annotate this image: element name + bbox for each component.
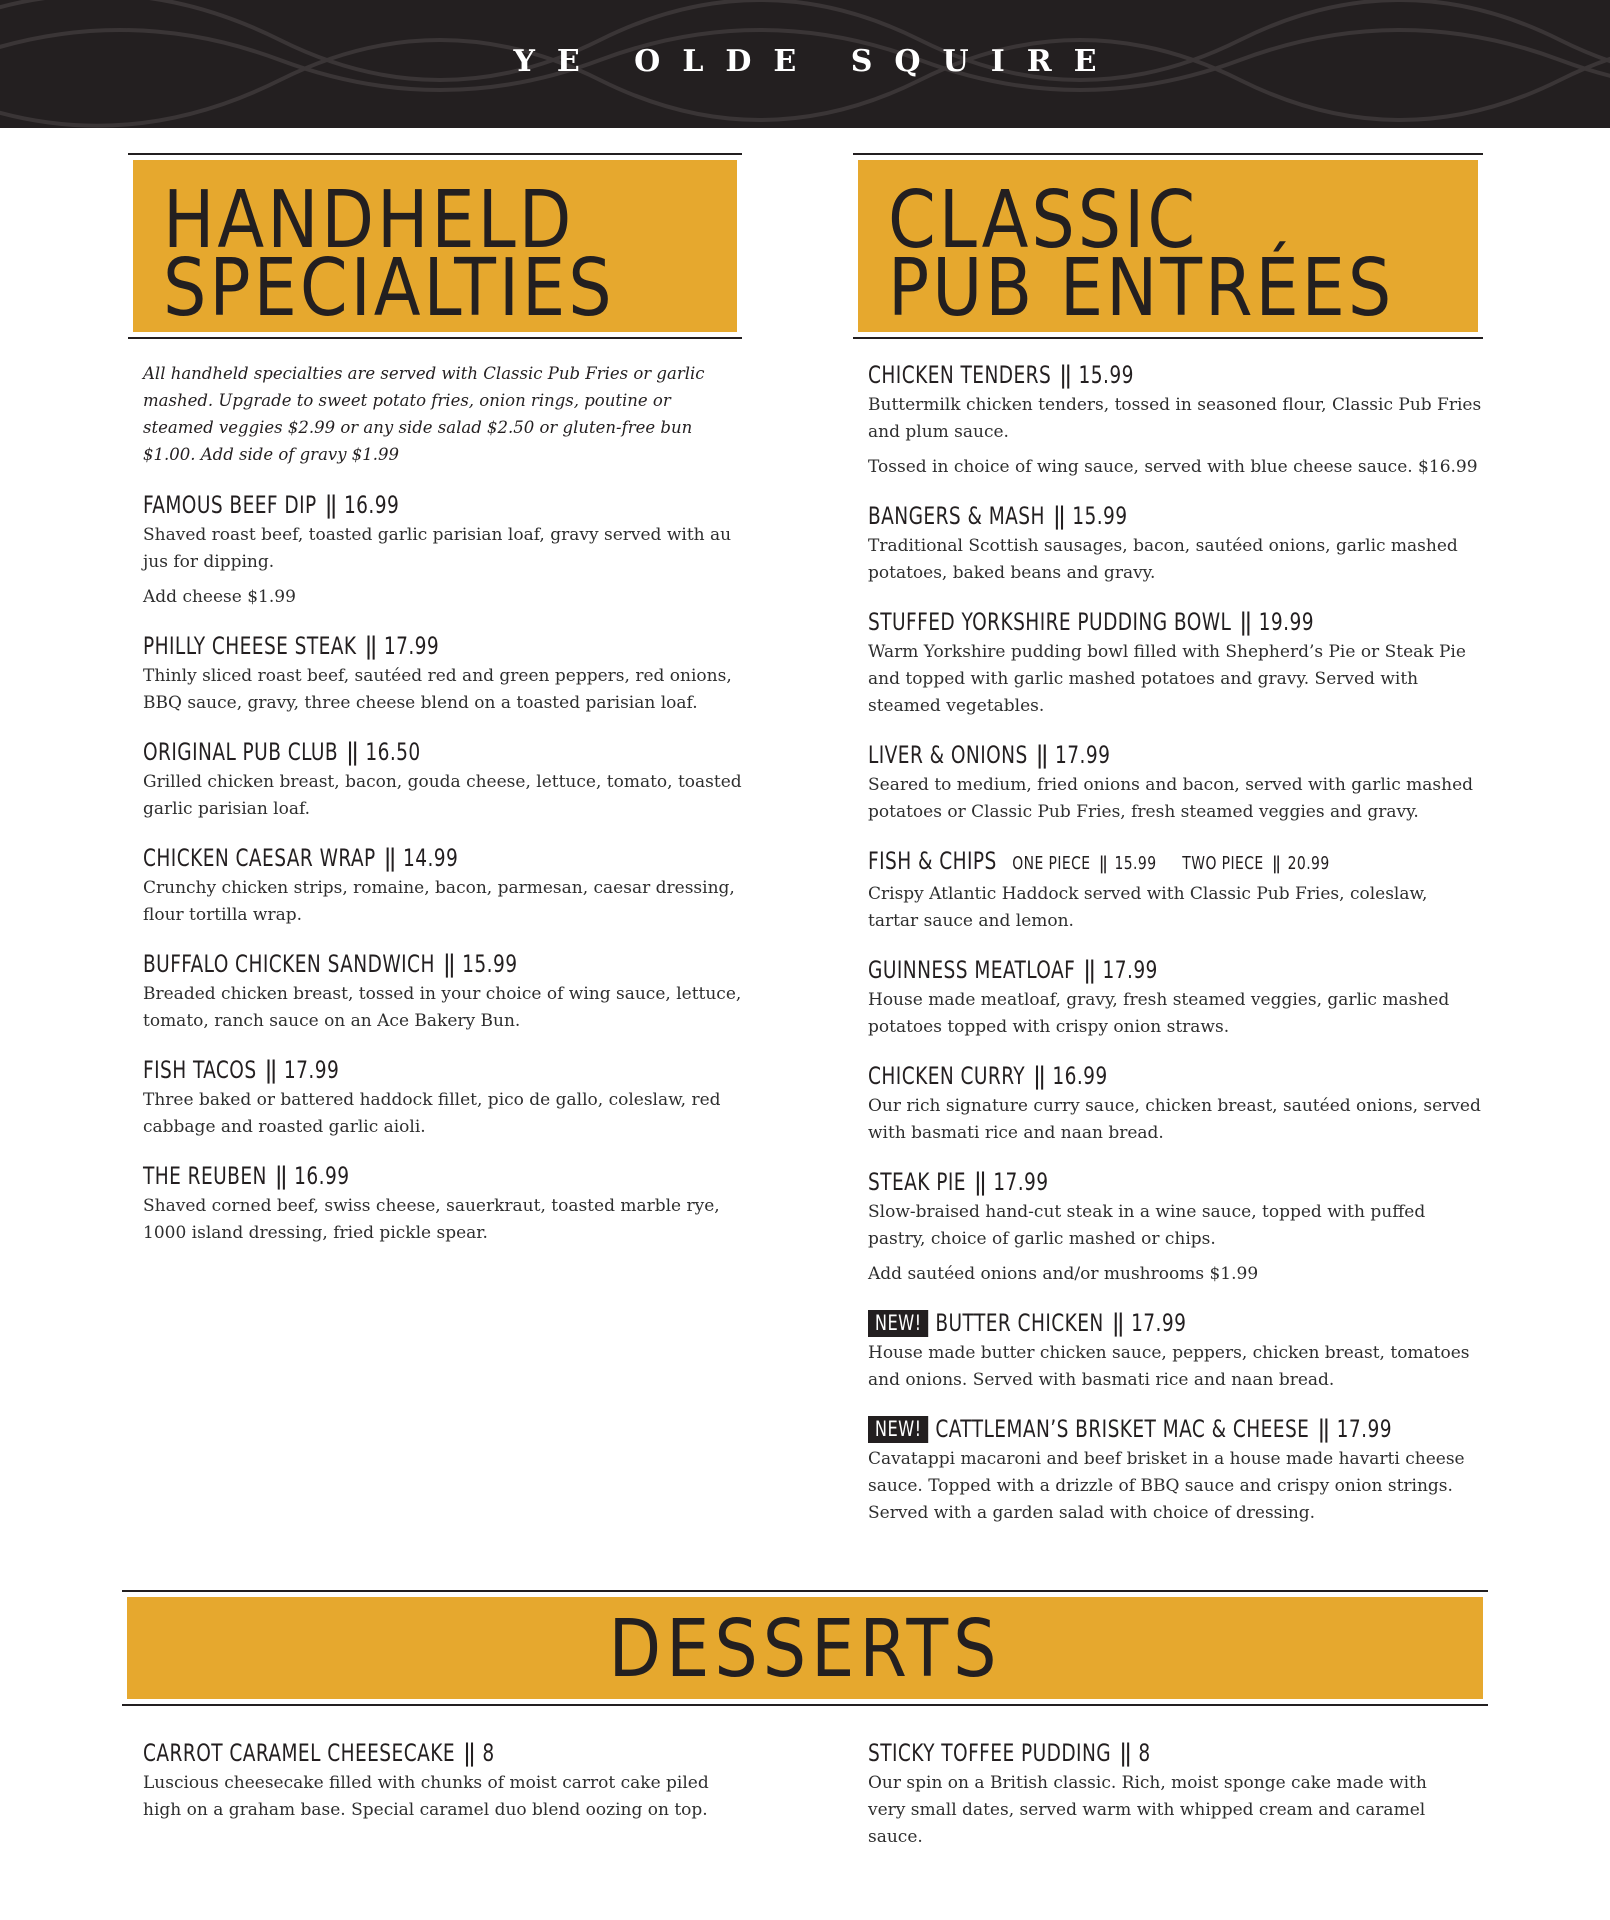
menu-item bbox=[143, 1055, 743, 1141]
item-price: 19.99 bbox=[1258, 608, 1314, 636]
menu-item bbox=[143, 843, 743, 929]
separator: || bbox=[463, 1739, 474, 1767]
two-piece-label: TWO PIECE bbox=[1182, 853, 1264, 874]
item-name: CATTLEMAN’S BRISKET MAC & CHEESE bbox=[935, 1415, 1310, 1443]
separator: || bbox=[325, 491, 336, 519]
item-description: Warm Yorkshire pudding bowl filled with Shepherd’s Pie or Steak Pie and topped with garlic mashed potatoes and gravy. Served with steamed vegetables. bbox=[868, 642, 1466, 716]
item-description: House made butter chicken sauce, peppers, chicken breast, tomatoes and onions. Served with basmati rice and naan bread. bbox=[868, 1343, 1470, 1390]
item-description: Our rich signature curry sauce, chicken breast, sautéed onions, served with basmati rice and naan bread. bbox=[868, 1096, 1481, 1143]
menu-item bbox=[143, 737, 743, 823]
separator: || bbox=[1112, 1309, 1123, 1337]
item-description: Slow-braised hand-cut steak in a wine sauce, topped with puffed pastry, choice of garlic mashed or chips. bbox=[868, 1202, 1426, 1249]
item-description: Shaved roast beef, toasted garlic parisian loaf, gravy served with au jus for dipping. bbox=[143, 525, 732, 572]
new-badge: NEW! bbox=[868, 1416, 928, 1443]
menu-item bbox=[868, 360, 1483, 481]
item-price: 16.99 bbox=[294, 1162, 350, 1190]
item-price: 17.99 bbox=[1102, 956, 1158, 984]
item-name: FISH TACOS bbox=[143, 1056, 257, 1084]
item-price: 16.99 bbox=[1052, 1062, 1108, 1090]
item-name: BUFFALO CHICKEN SANDWICH bbox=[143, 950, 435, 978]
item-price: 8 bbox=[482, 1739, 495, 1767]
handheld-intro: All handheld specialties are served with Classic Pub Fries or garlic mashed. Upgrade to sweet potato fries, onion rings, poutine or steamed veggies $2.99 or any side salad $2.50 or gluten-free bun $1.00. Add side of gravy $1.99 bbox=[143, 364, 705, 464]
menu-item bbox=[868, 1414, 1483, 1527]
entrees-column bbox=[868, 360, 1483, 1547]
item-extra: Add cheese $1.99 bbox=[143, 587, 296, 607]
entrees-title-line2: PUB ENTRÉES bbox=[888, 240, 1395, 334]
item-name: STICKY TOFFEE PUDDING bbox=[868, 1739, 1112, 1767]
item-price: 15.99 bbox=[1078, 361, 1134, 389]
item-name: CHICKEN CURRY bbox=[868, 1062, 1026, 1090]
item-price: 16.50 bbox=[365, 738, 421, 766]
separator: || bbox=[1059, 361, 1070, 389]
item-price: 17.99 bbox=[1131, 1309, 1187, 1337]
item-name: FISH & CHIPS bbox=[868, 847, 997, 875]
separator: || bbox=[384, 844, 395, 872]
item-description: Luscious cheesecake filled with chunks of moist carrot cake piled high on a graham base. Special caramel duo blend oozing on top. bbox=[143, 1773, 709, 1820]
item-extra: Tossed in choice of wing sauce, served with blue cheese sauce. $16.99 bbox=[868, 457, 1478, 477]
item-description: Shaved corned beef, swiss cheese, sauerkraut, toasted marble rye, 1000 island dressing, fried pickle spear. bbox=[143, 1196, 720, 1243]
item-price: 14.99 bbox=[402, 844, 459, 872]
separator: || bbox=[443, 950, 454, 978]
item-name: CHICKEN TENDERS bbox=[868, 361, 1052, 389]
item-price: 17.99 bbox=[283, 1056, 340, 1084]
item-description: Seared to medium, fried onions and bacon, served with garlic mashed potatoes or Classic Pub Fries, fresh steamed veggies and gravy. bbox=[868, 775, 1474, 822]
handheld-title-line2: SPECIALTIES bbox=[163, 240, 615, 334]
menu-item bbox=[868, 1061, 1483, 1147]
separator: || bbox=[1083, 956, 1094, 984]
item-description: Grilled chicken breast, bacon, gouda cheese, lettuce, tomato, toasted garlic parisian loaf. bbox=[143, 772, 742, 819]
menu-item bbox=[143, 1738, 743, 1824]
item-description: House made meatloaf, gravy, fresh steamed veggies, garlic mashed potatoes topped with crispy onion straws. bbox=[868, 990, 1450, 1037]
separator: || bbox=[974, 1168, 985, 1196]
item-name: CHICKEN CAESAR WRAP bbox=[143, 844, 376, 872]
item-description: Three baked or battered haddock fillet, pico de gallo, coleslaw, red cabbage and roasted garlic aioli. bbox=[143, 1090, 721, 1137]
item-price: 16.99 bbox=[343, 491, 400, 519]
menu-item bbox=[868, 955, 1483, 1041]
handheld-column bbox=[143, 360, 743, 1267]
dessert-right-column bbox=[868, 1738, 1428, 1871]
item-description: Crunchy chicken strips, romaine, bacon, parmesan, caesar dressing, flour tortilla wrap. bbox=[143, 878, 735, 925]
handheld-heading-box bbox=[128, 153, 742, 339]
handheld-title-line1: HANDHELD bbox=[163, 172, 575, 266]
menu-item bbox=[868, 1308, 1483, 1394]
item-price: 17.99 bbox=[1336, 1415, 1392, 1443]
item-description: Traditional Scottish sausages, bacon, sautéed onions, garlic mashed potatoes, baked beans and gravy. bbox=[868, 536, 1458, 583]
menu-item bbox=[143, 949, 743, 1035]
menu-item bbox=[143, 1161, 743, 1247]
item-description: Our spin on a British classic. Rich, moist sponge cake made with very small dates, served warm with whipped cream and caramel sauce. bbox=[868, 1773, 1427, 1847]
new-badge: NEW! bbox=[868, 1310, 928, 1337]
item-price: 15.99 bbox=[1072, 502, 1128, 530]
separator: || bbox=[1272, 853, 1280, 874]
one-piece-label: ONE PIECE bbox=[1012, 853, 1091, 874]
item-description: Breaded chicken breast, tossed in your choice of wing sauce, lettuce, tomato, ranch sauce on an Ace Bakery Bun. bbox=[143, 984, 742, 1031]
item-price: 15.99 bbox=[462, 950, 518, 978]
separator: || bbox=[1317, 1415, 1329, 1443]
entrees-heading-box bbox=[853, 153, 1483, 339]
header-bar bbox=[0, 0, 1610, 128]
item-name: BANGERS & MASH bbox=[868, 502, 1045, 530]
item-name: PHILLY CHEESE STEAK bbox=[143, 632, 357, 660]
item-name: ORIGINAL PUB CLUB bbox=[143, 738, 339, 766]
separator: || bbox=[1036, 741, 1047, 769]
menu-item bbox=[868, 501, 1483, 587]
item-name: STUFFED YORKSHIRE PUDDING BOWL bbox=[868, 608, 1232, 636]
item-price: 17.99 bbox=[1055, 741, 1111, 769]
item-name: GUINNESS MEATLOAF bbox=[868, 956, 1076, 984]
menu-item bbox=[868, 846, 1483, 935]
separator: || bbox=[365, 632, 376, 660]
menu-item bbox=[143, 631, 743, 717]
separator: || bbox=[1053, 502, 1064, 530]
two-piece-price: 20.99 bbox=[1287, 853, 1330, 874]
item-description: Buttermilk chicken tenders, tossed in seasoned flour, Classic Pub Fries and plum sauce. bbox=[868, 395, 1482, 442]
item-name: BUTTER CHICKEN bbox=[935, 1309, 1104, 1337]
item-name: STEAK PIE bbox=[868, 1168, 966, 1196]
item-description: Crispy Atlantic Haddock served with Classic Pub Fries, coleslaw, tartar sauce and lemon. bbox=[868, 884, 1428, 931]
dessert-left-column bbox=[143, 1738, 743, 1844]
item-description: Thinly sliced roast beef, sautéed red and green peppers, red onions, BBQ sauce, gravy, three cheese blend on a toasted parisian loaf. bbox=[143, 666, 732, 713]
separator: || bbox=[1239, 608, 1251, 636]
separator: || bbox=[1119, 1739, 1130, 1767]
item-name: THE REUBEN bbox=[143, 1162, 267, 1190]
item-name: LIVER & ONIONS bbox=[868, 741, 1028, 769]
item-price: 8 bbox=[1138, 1739, 1151, 1767]
item-name: FAMOUS BEEF DIP bbox=[143, 491, 317, 519]
separator: || bbox=[265, 1056, 276, 1084]
entrees-title-line1: CLASSIC bbox=[888, 172, 1199, 266]
separator: || bbox=[275, 1162, 286, 1190]
one-piece-price: 15.99 bbox=[1114, 853, 1157, 874]
item-price: 17.99 bbox=[383, 632, 440, 660]
item-price: 17.99 bbox=[993, 1168, 1049, 1196]
item-extra: Add sautéed onions and/or mushrooms $1.99 bbox=[868, 1264, 1259, 1284]
menu-item bbox=[143, 490, 743, 611]
menu-item bbox=[868, 607, 1483, 720]
menu-item bbox=[868, 1167, 1483, 1288]
separator: || bbox=[1099, 853, 1106, 874]
separator: || bbox=[346, 738, 357, 766]
desserts-heading-box bbox=[122, 1590, 1488, 1706]
restaurant-name: YE OLDE SQUIRE bbox=[513, 44, 1119, 79]
menu-item bbox=[868, 740, 1483, 826]
separator: || bbox=[1033, 1062, 1044, 1090]
desserts-title: DESSERTS bbox=[608, 1601, 1002, 1695]
menu-item bbox=[868, 1738, 1428, 1851]
item-description: Cavatappi macaroni and beef brisket in a house made havarti cheese sauce. Topped with a drizzle of BBQ sauce and crispy onion strings. Served with a garden salad with choice of dressing. bbox=[868, 1449, 1465, 1523]
item-name: CARROT CARAMEL CHEESECAKE bbox=[143, 1739, 455, 1767]
